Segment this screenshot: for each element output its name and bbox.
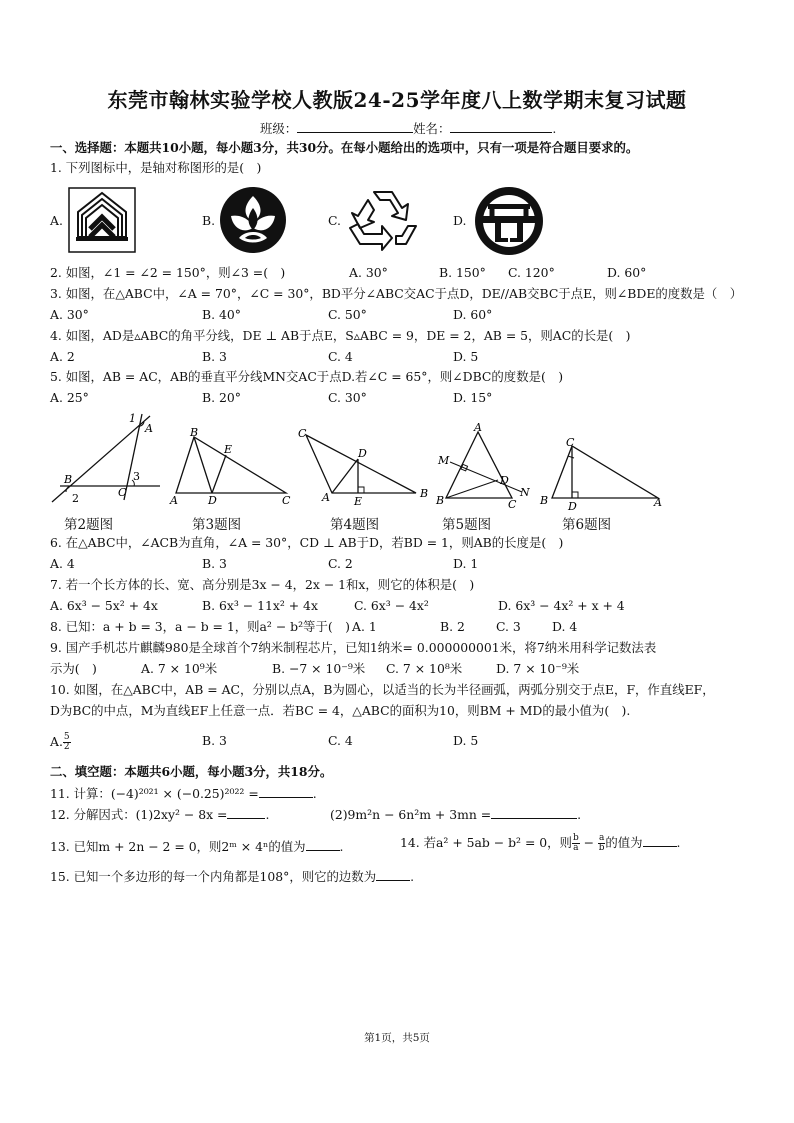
q6-option-c[interactable]: C. 2 bbox=[328, 556, 353, 571]
q9-option-a[interactable]: A. 7 × 10⁹米 bbox=[141, 661, 218, 676]
q7-option-c[interactable]: C. 6x³ − 4x² bbox=[354, 598, 429, 613]
f5-label-b: B bbox=[436, 494, 445, 507]
caption-fig4: 第4题图 bbox=[330, 517, 380, 533]
f3-label-c: C bbox=[282, 494, 291, 507]
q14-frac-a-over-b: $\frac{a}{b}$ bbox=[598, 833, 605, 853]
section1-heading: 一、选择题：本题共10小题，每小题3分，共30分。在每小题给出的选项中，只有一项是符合题目要求的。 bbox=[50, 140, 639, 155]
q4-option-c[interactable]: C. 4 bbox=[328, 349, 353, 364]
f2-label-3: 3 bbox=[133, 470, 140, 483]
q3-stem: 3. 如图，在△ABC中，∠A = 70°，∠C = 30°，BD平分∠ABC交AC于点D，DE//AB交BC于点E，则∠BDE的度数是（ ） bbox=[50, 286, 743, 301]
q10-stem-line2: D为BC的中点，M为直线EF上任意一点．若BC = 4，△ABC的面积为10，则BM + MD的最小值为( ). bbox=[50, 703, 631, 718]
q9-stem-line2: 示为( ) bbox=[50, 661, 97, 676]
q10-option-d[interactable]: D. 5 bbox=[453, 733, 479, 748]
q7-stem: 7. 若一个长方体的长、宽、高分别是3x − 4，2x − 1和x，则它的体积是( ) bbox=[50, 577, 475, 592]
f4-label-b: B bbox=[420, 487, 429, 500]
caption-fig3: 第3题图 bbox=[192, 517, 242, 533]
icon-c-recycle-icon bbox=[346, 186, 422, 254]
q5-stem: 5. 如图，AB = AC，AB的垂直平分线MN交AC于点D.若∠C = 65°，则∠DBC的度数是( ) bbox=[50, 369, 564, 384]
caption-fig5: 第5题图 bbox=[442, 517, 492, 533]
q3-option-c[interactable]: C. 50° bbox=[328, 307, 367, 322]
q9-stem: 9. 国产手机芯片麒麟980是全球首个7纳米制程芯片，已知1纳米= 0.000000001米，将7纳米用科学记数法表 bbox=[50, 640, 657, 655]
q1-option-d[interactable]: D. bbox=[453, 213, 467, 228]
f6-label-c: C bbox=[566, 436, 575, 449]
q5-option-b[interactable]: B. 20° bbox=[202, 390, 241, 405]
q14-answer-blank[interactable] bbox=[643, 834, 677, 847]
f3-label-a: A bbox=[170, 494, 178, 507]
f4-label-c: C bbox=[298, 427, 307, 440]
q7-option-a[interactable]: A. 6x³ − 5x² + 4x bbox=[50, 598, 158, 613]
q14: 14. 若a² + 5ab − b² = 0，则 $\frac{b}{a}$ − $\frac{a}{b}$ 的值为 . bbox=[400, 833, 681, 853]
q13: 13. 已知m + 2n − 2 = 0，则2ᵐ × 4ⁿ的值为 . bbox=[50, 839, 344, 854]
q1-option-b[interactable]: B. bbox=[202, 213, 216, 228]
q11-stem: 11. 计算：(−4)²⁰²¹ × (−0.25)²⁰²² = bbox=[50, 786, 259, 801]
caption-fig2: 第2题图 bbox=[64, 517, 114, 533]
f3-label-e: E bbox=[224, 443, 233, 456]
f4-label-d: D bbox=[358, 447, 367, 460]
figure-q5 bbox=[436, 421, 536, 511]
f2-label-b: B bbox=[64, 473, 73, 486]
q12-part1: 12. 分解因式：(1)2xy² − 8x = . bbox=[50, 807, 270, 822]
f6-label-d: D bbox=[568, 500, 577, 513]
q4-option-a[interactable]: A. 2 bbox=[50, 349, 75, 364]
q12-answer1-blank[interactable] bbox=[227, 806, 265, 819]
q5-option-d[interactable]: D. 15° bbox=[453, 390, 493, 405]
class-blank[interactable] bbox=[297, 120, 413, 133]
caption-fig6: 第6题图 bbox=[562, 517, 612, 533]
q3-option-b[interactable]: B. 40° bbox=[202, 307, 241, 322]
q12-answer2-blank[interactable] bbox=[491, 806, 577, 819]
f6-label-a: A bbox=[654, 496, 662, 509]
q8-option-d[interactable]: D. 4 bbox=[552, 619, 578, 634]
f6-label-b: B bbox=[540, 494, 549, 507]
f4-label-a: A bbox=[322, 491, 330, 504]
f5-label-a: A bbox=[474, 421, 482, 434]
q12-stem: 12. 分解因式：(1)2xy² − 8x = bbox=[50, 807, 228, 822]
q14-frac-b-over-a: $\frac{b}{a}$ bbox=[572, 833, 579, 853]
f2-label-a: A bbox=[145, 422, 153, 435]
q13-stem: 13. 已知m + 2n − 2 = 0，则2ᵐ × 4ⁿ的值为 bbox=[50, 839, 306, 854]
f5-label-d: D bbox=[500, 474, 509, 487]
q12-part2-stem: (2)9m²n − 6n²m + 3mn = bbox=[330, 807, 492, 822]
student-info-line: 班级： 姓名： . bbox=[260, 121, 557, 136]
q5-option-a[interactable]: A. 25° bbox=[50, 390, 89, 405]
figure-q6 bbox=[538, 436, 664, 512]
q10-option-a-fraction: $\frac{5}{2}$ bbox=[63, 732, 70, 752]
q11-answer-blank[interactable] bbox=[259, 785, 313, 798]
q1-stem: 1. 下列图标中，是轴对称图形的是( ) bbox=[50, 160, 262, 175]
q9-option-b[interactable]: B. −7 × 10⁻⁹米 bbox=[272, 661, 366, 676]
name-blank[interactable] bbox=[450, 120, 552, 133]
q10-option-b[interactable]: B. 3 bbox=[202, 733, 227, 748]
q6-stem: 6. 在△ABC中，∠ACB为直角，∠A = 30°，CD ⊥ AB于D，若BD = 1，则AB的长度是( ) bbox=[50, 535, 564, 550]
q13-answer-blank[interactable] bbox=[306, 838, 340, 851]
q6-option-d[interactable]: D. 1 bbox=[453, 556, 479, 571]
q4-option-b[interactable]: B. 3 bbox=[202, 349, 227, 364]
f5-label-c: C bbox=[508, 498, 517, 511]
q8-stem: 8. 已知：a + b = 3，a − b = 1，则a² − b²等于( ) bbox=[50, 619, 350, 634]
page-footer: 第1页，共5页 bbox=[364, 1032, 430, 1044]
f2-label-1: 1 bbox=[129, 412, 136, 425]
q4-stem: 4. 如图，AD是▵ABC的角平分线，DE ⊥ AB于点E，S▵ABC = 9，DE = 2，AB = 5，则AC的长是( ) bbox=[50, 328, 631, 343]
q10-stem: 10. 如图，在△ABC中，AB = AC，分别以点A，B为圆心，以适当的长为半径画弧，两弧分别交于点E，F，作直线EF， bbox=[50, 682, 715, 697]
name-label: 姓名： bbox=[413, 121, 451, 136]
f3-label-b: B bbox=[190, 426, 199, 439]
q8-option-a[interactable]: A. 1 bbox=[352, 619, 377, 634]
icon-a-house-chevron-icon bbox=[68, 187, 136, 253]
f2-label-c: C bbox=[118, 486, 127, 499]
figure-q2 bbox=[50, 412, 162, 504]
q4-option-d[interactable]: D. 5 bbox=[453, 349, 479, 364]
q5-option-c[interactable]: C. 30° bbox=[328, 390, 367, 405]
q7-option-d[interactable]: D. 6x³ − 4x² + x + 4 bbox=[498, 598, 625, 613]
q2-option-c[interactable]: C. 120° bbox=[508, 265, 555, 280]
q6-option-b[interactable]: B. 3 bbox=[202, 556, 227, 571]
q10-option-c[interactable]: C. 4 bbox=[328, 733, 353, 748]
q2-option-d[interactable]: D. 60° bbox=[607, 265, 647, 280]
f4-label-e: E bbox=[354, 495, 363, 508]
q12-part2: (2)9m²n − 6n²m + 3mn = . bbox=[330, 807, 582, 822]
q3-option-a[interactable]: A. 30° bbox=[50, 307, 89, 322]
q15: 15. 已知一个多边形的每一个内角都是108°，则它的边数为 . bbox=[50, 869, 415, 884]
q9-option-d[interactable]: D. 7 × 10⁻⁹米 bbox=[496, 661, 580, 676]
icon-b-leaf-knot-icon bbox=[219, 186, 287, 254]
q14-stem: 14. 若a² + 5ab − b² = 0，则 bbox=[400, 835, 572, 850]
q11: 11. 计算：(−4)²⁰²¹ × (−0.25)²⁰²² = . bbox=[50, 786, 317, 801]
q8-option-b[interactable]: B. 2 bbox=[440, 619, 465, 634]
q2-option-a[interactable]: A. 30° bbox=[349, 265, 388, 280]
q7-option-b[interactable]: B. 6x³ − 11x² + 4x bbox=[202, 598, 318, 613]
f5-label-n: N bbox=[520, 486, 530, 499]
f5-label-m: M bbox=[438, 454, 450, 467]
q2-option-b[interactable]: B. 150° bbox=[439, 265, 486, 280]
figure-q4 bbox=[296, 425, 434, 507]
q1-option-c[interactable]: C. bbox=[328, 213, 341, 228]
class-label: 班级： bbox=[260, 121, 298, 136]
icon-d-circle-logo-icon bbox=[474, 186, 544, 256]
q10-option-a[interactable]: A. $\frac{5}{2}$ bbox=[50, 732, 70, 752]
section2-heading: 二、填空题：本题共6小题，每小题3分，共18分。 bbox=[50, 764, 333, 779]
f2-label-2: 2 bbox=[72, 492, 79, 505]
q8-option-c[interactable]: C. 3 bbox=[496, 619, 521, 634]
q6-option-a[interactable]: A. 4 bbox=[50, 556, 75, 571]
page-title: 东莞市翰林实验学校人教版24-25学年度八上数学期末复习试题 bbox=[107, 88, 687, 112]
q9-option-c[interactable]: C. 7 × 10⁸米 bbox=[386, 661, 463, 676]
q2-stem: 2. 如图，∠1 = ∠2 = 150°，则∠3 =( ) bbox=[50, 265, 286, 280]
f3-label-d: D bbox=[208, 494, 217, 507]
q15-answer-blank[interactable] bbox=[376, 868, 410, 881]
q15-stem: 15. 已知一个多边形的每一个内角都是108°，则它的边数为 bbox=[50, 869, 377, 884]
q1-option-a[interactable]: A. bbox=[50, 213, 63, 228]
q3-option-d[interactable]: D. 60° bbox=[453, 307, 493, 322]
figure-q3 bbox=[168, 425, 294, 507]
